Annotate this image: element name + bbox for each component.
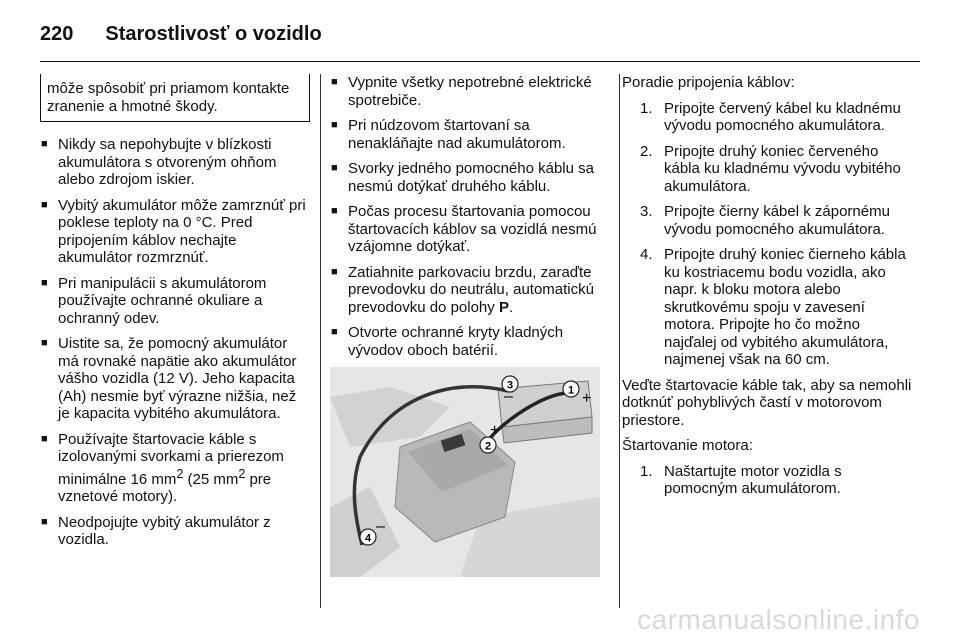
connection-steps [622,100,912,369]
page-header [40,14,322,54]
step-item: 2. Pripojte druhý koniec červeného kábla ku kladnému vývodu vybitého akumulátora. [640,142,901,195]
step-item: 1. Naštartujte motor vozidla s pomocným akumulátorom. [640,462,842,497]
cable-text-1: Používajte štartovacie káble s izolovanými svorkami a prierezom minimálne 16 mm [58,430,284,488]
list-item: ■ Svorky jedného pomocného káblu sa nesmú dotýkať druhého káblu. [330,160,606,195]
page-title: Starostlivosť o vozidlo [105,22,322,45]
park-gear: P [498,298,509,316]
cable-text-2: (25 mm [183,470,239,488]
start-steps [622,463,912,498]
list-item: ■ Vypnite všetky nepotrebné elektrické spotrebiče. [330,74,606,109]
callout-2 [480,437,496,453]
callout-4 [360,529,376,545]
svg-text:2: 2 [484,440,492,453]
safety-list [40,136,310,549]
column-2 [330,74,606,577]
header-rule [40,61,920,62]
park-end: . [508,298,514,316]
list-item: ■ Neodpojujte vybitý akumulátor z vozidla. [40,514,310,549]
svg-text:1: 1 [567,384,575,397]
step-item: 3. Pripojte čierny kábel k zápornému vývodu pomocného akumulátora. [640,203,890,238]
column-divider-2 [619,74,620,608]
list-item: ■ Nikdy sa nepohybujte v blízkosti akumulátora s otvoreným ohňom alebo zdrojom iskier. [40,136,310,189]
svg-text:3: 3 [506,379,514,392]
list-item-cable-spec [40,431,310,506]
list-item: ■ Uistite sa, že pomocný akumulátor má rovnaké napätie ako akumulátor vášho vozidla (12 V). Jeho kapacita (Ah) nesmie byť výrazne nižšia, než je kapacita vybitého akumulátora. [40,335,310,423]
cable-sup-1: 2 [176,466,184,481]
column-divider-1 [320,74,321,608]
list-item-parking [330,264,606,317]
warning-box [40,74,310,122]
procedure-list [330,74,606,359]
watermark: carmanualsonline.info [637,604,920,635]
start-engine-heading: Štartovanie motora: [622,437,753,454]
warning-text: môže spôsobiť pri priamom kontakte zranenie a hmotné škody. [47,80,290,115]
engine-bay-drawing [330,367,600,577]
callout-1 [563,381,579,397]
cable-text-3: pre vznetové motory). [58,470,272,505]
park-text: Zatiahnite parkovaciu brzdu, zaraďte prevodovku do neutrálu, automatickú prevodovku do polohy [348,263,594,316]
list-item: ■ Vybitý akumulátor môže zamrznúť pri poklese teploty na 0 °C. Pred pripojením káblov nechajte akumulátor rozmrznúť. [40,197,310,267]
list-item: ■ Pri núdzovom štartovaní sa nenakláňajte nad akumulátorom. [330,117,606,152]
plus-sign-terminal: + [490,422,500,439]
minus-sign-ground: – [376,518,385,535]
column-1 [40,74,310,557]
list-item: ■ Počas procesu štartovania pomocou štartovacích káblov sa vozidlá nesmú vzájomne dotýkať. [330,203,606,256]
step-item: 4. Pripojte druhý koniec čierneho kábla ku kostriacemu bodu vozidla, ako napr. k bloku motora alebo skrutkovému spoju v zavesení motora. Pripojte ho čo možno najďalej od vybitého akumulátora, najmenej však na 60 cm. [640,246,906,368]
connection-order-intro: Poradie pripojenia káblov: [622,74,795,91]
cable-routing-paragraph: Veďte štartovacie káble tak, aby sa nemohli dotknúť pohyblivých častí v motorovom priestore. [622,376,912,429]
jump-start-illustration [330,367,600,577]
list-item: ■ Pri manipulácii s akumulátorom používajte ochranné okuliare a ochranný odev. [40,275,310,328]
page-number: 220 [40,22,74,45]
cable-sup-2: 2 [238,466,246,481]
minus-sign-battery: – [504,388,513,405]
plus-sign-battery: + [582,390,592,407]
column-3 [622,74,912,506]
svg-text:4: 4 [364,532,372,545]
step-item: 1. Pripojte červený kábel ku kladnému vývodu pomocného akumulátora. [640,99,901,134]
list-item: ■ Otvorte ochranné kryty kladných vývodov oboch batérií. [330,324,606,359]
